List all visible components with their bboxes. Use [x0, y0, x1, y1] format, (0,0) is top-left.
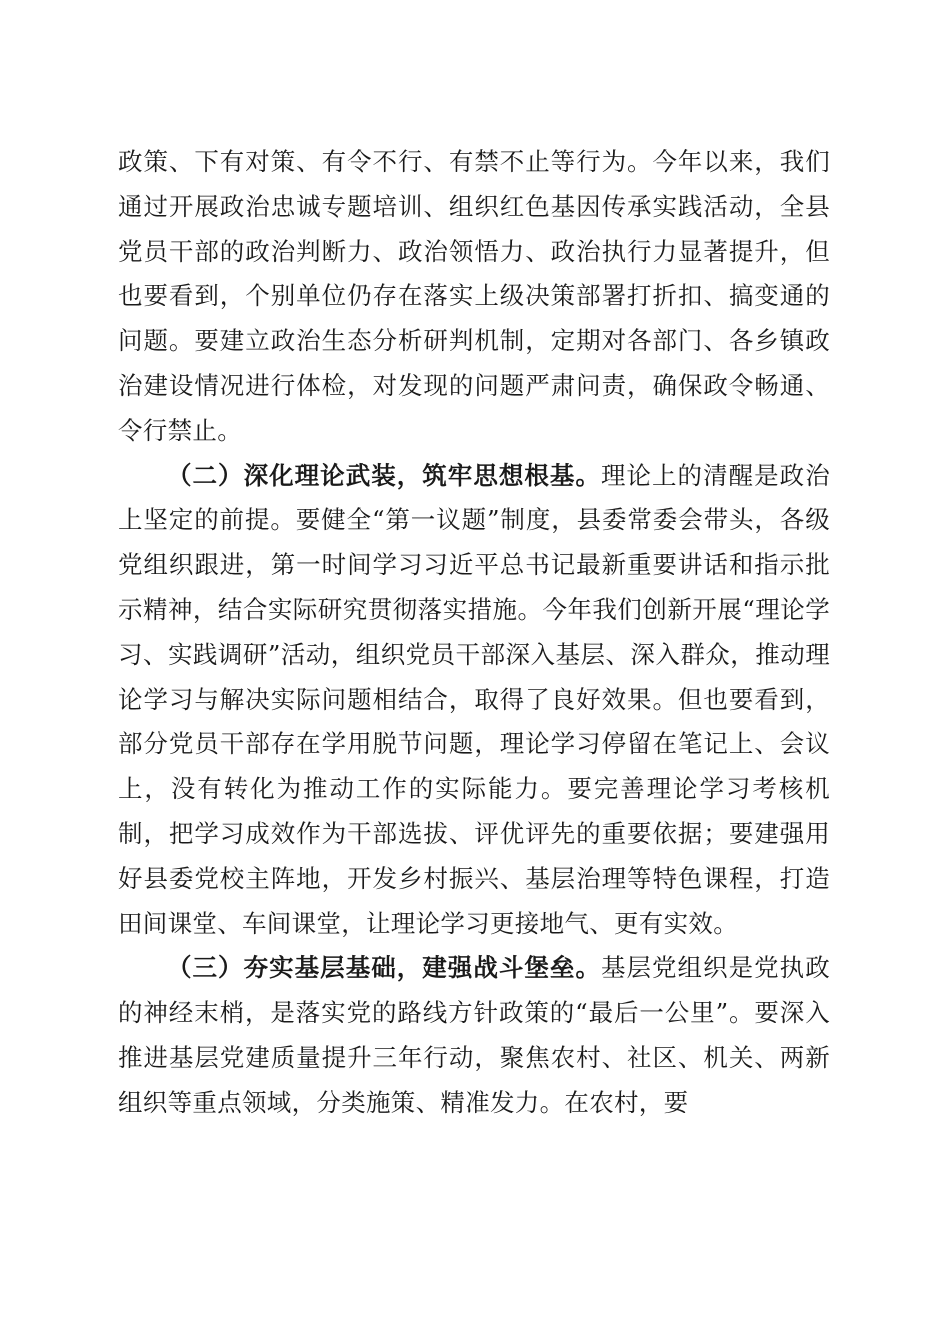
- paragraph-body: 理论上的清醒是政治上坚定的前提。要健全“第一议题”制度，县委常委会带头，各级党组织跟进，第一时间学习习近平总书记最新重要讲话和指示批示精神，结合实际研究贯彻落实措施。今年我们创新开展“理论学习、实践调研”活动，组织党员干部深入基层、深入群众，推动理论学习与解决实际问题相结合，取得了良好效果。但也要看到，部分党员干部存在学用脱节问题，理论学习停留在笔记上、会议上，没有转化为推动工作的实际能力。要完善理论学习考核机制，把学习成效作为干部选拔、评优评先的重要依据；要建强用好县委党校主阵地，开发乡村振兴、基层治理等特色课程，打造田间课堂、车间课堂，让理论学习更接地气、更有实效。: [118, 460, 830, 938]
- paragraph-section-2: [118, 454, 830, 947]
- paragraph-body: 基层党组织是党执政的神经末梢，是落实党的路线方针政策的“最后一公里”。要深入推进基层党建质量提升三年行动，聚焦农村、社区、机关、两新组织等重点领域，分类施策、精准发力。在农村，要: [118, 953, 830, 1117]
- paragraph-body: 政策、下有对策、有令不行、有禁不止等行为。今年以来，我们通过开展政治忠诚专题培训、组织红色基因传承实践活动，全县党员干部的政治判断力、政治领悟力、政治执行力显著提升，但也要看到，个别单位仍存在落实上级决策部署打折扣、搞变通的问题。要建立政治生态分析研判机制，定期对各部门、各乡镇政治建设情况进行体检，对发现的问题严肃问责，确保政令畅通、令行禁止。: [118, 147, 830, 445]
- section-heading: （三）夯实基层基础，建强战斗堡垒。: [167, 953, 601, 983]
- document-body: [118, 140, 830, 1126]
- paragraph-continuation: [118, 140, 830, 454]
- section-heading: （二）深化理论武装，筑牢思想根基。: [167, 460, 601, 490]
- paragraph-section-3: [118, 946, 830, 1125]
